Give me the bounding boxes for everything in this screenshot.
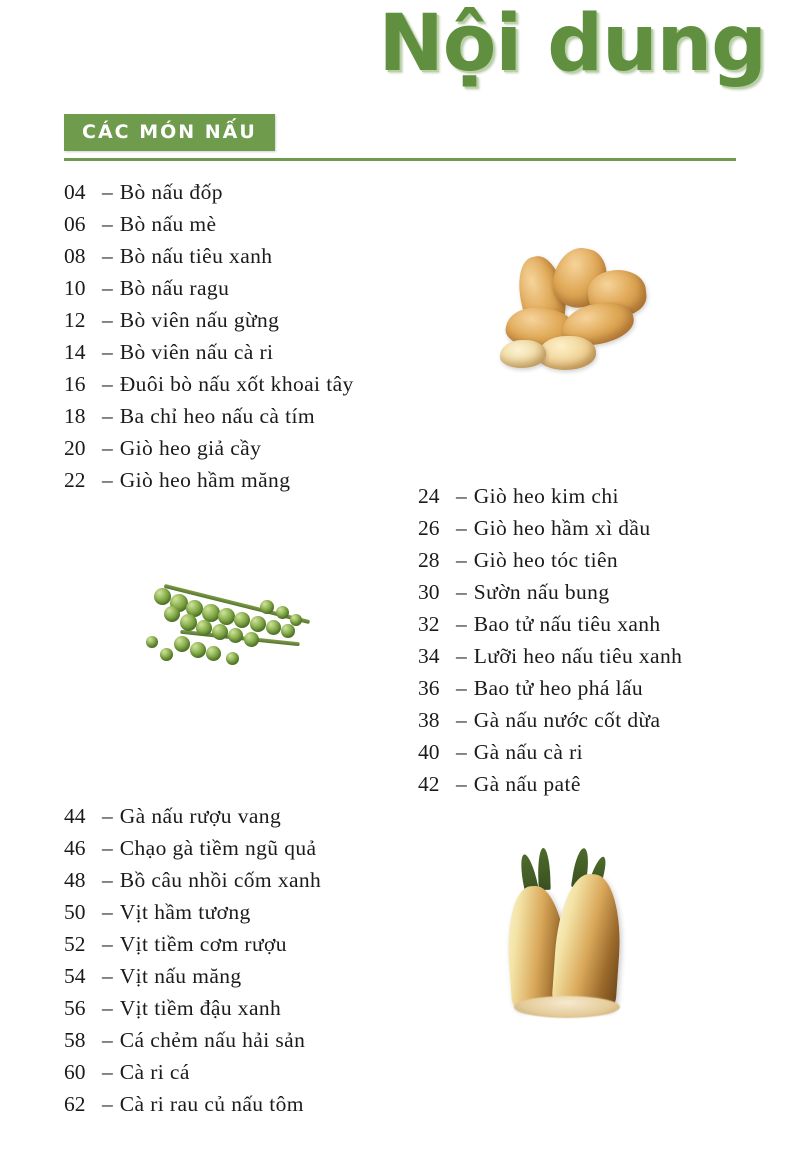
entry-title: Bao tử heo phá lấu xyxy=(473,676,644,700)
list-item[interactable] xyxy=(418,736,778,768)
entry-title: Bò nấu mè xyxy=(119,212,217,236)
entry-page-number: 28 xyxy=(418,548,440,572)
entry-title: Bò nấu ragu xyxy=(119,276,230,300)
list-item[interactable] xyxy=(418,640,778,672)
entry-page-number: 56 xyxy=(64,996,86,1020)
entry-page-number: 62 xyxy=(64,1092,86,1116)
entry-dash: – xyxy=(456,708,467,732)
entry-page-number: 40 xyxy=(418,740,440,764)
page-title: Nội dung xyxy=(378,0,766,89)
entry-page-number: 26 xyxy=(418,516,440,540)
entry-title: Lưỡi heo nấu tiêu xanh xyxy=(473,644,683,668)
entry-title: Giò heo hầm xì dầu xyxy=(473,516,651,540)
list-item[interactable] xyxy=(418,704,778,736)
list-item[interactable] xyxy=(64,176,484,208)
list-item[interactable] xyxy=(64,304,484,336)
section-heading-label: CÁC MÓN NẤU xyxy=(82,121,257,143)
entry-title: Bao tử nấu tiêu xanh xyxy=(473,612,661,636)
list-item[interactable] xyxy=(64,800,484,832)
bamboo-shoot-photo xyxy=(498,848,658,1028)
entry-page-number: 46 xyxy=(64,836,86,860)
entry-title: Giò heo kim chi xyxy=(473,484,619,508)
entry-page-number: 52 xyxy=(64,932,86,956)
list-item[interactable] xyxy=(64,960,484,992)
list-item[interactable] xyxy=(64,992,484,1024)
entry-dash: – xyxy=(102,1092,113,1116)
entry-dash: – xyxy=(102,180,113,204)
entry-title: Cá chẻm nấu hải sản xyxy=(119,1028,306,1052)
entry-title: Cà ri rau củ nấu tôm xyxy=(119,1092,304,1116)
entry-dash: – xyxy=(102,996,113,1020)
entry-dash: – xyxy=(102,932,113,956)
list-item[interactable] xyxy=(64,240,484,272)
entry-page-number: 60 xyxy=(64,1060,86,1084)
entry-page-number: 32 xyxy=(418,612,440,636)
entry-page-number: 10 xyxy=(64,276,86,300)
entry-dash: – xyxy=(102,1028,113,1052)
entry-dash: – xyxy=(456,516,467,540)
entry-page-number: 22 xyxy=(64,468,86,492)
entry-page-number: 16 xyxy=(64,372,86,396)
entry-page-number: 06 xyxy=(64,212,86,236)
entry-dash: – xyxy=(456,644,467,668)
entry-title: Ba chỉ heo nấu cà tím xyxy=(119,404,316,428)
entry-page-number: 44 xyxy=(64,804,86,828)
entry-title: Giò heo hầm măng xyxy=(119,468,291,492)
list-item[interactable] xyxy=(64,896,484,928)
list-item[interactable] xyxy=(418,576,778,608)
list-item[interactable] xyxy=(64,400,484,432)
entry-page-number: 54 xyxy=(64,964,86,988)
entry-page-number: 48 xyxy=(64,868,86,892)
entry-title: Bồ câu nhồi cốm xanh xyxy=(119,868,322,892)
entry-title: Đuôi bò nấu xốt khoai tây xyxy=(119,372,354,396)
entry-dash: – xyxy=(102,212,113,236)
entry-title: Vịt tiềm đậu xanh xyxy=(119,996,282,1020)
toc-list-second xyxy=(418,480,778,800)
entry-dash: – xyxy=(102,404,113,428)
entry-page-number: 08 xyxy=(64,244,86,268)
list-item[interactable] xyxy=(64,928,484,960)
section-divider xyxy=(64,158,736,161)
entry-dash: – xyxy=(456,580,467,604)
entry-dash: – xyxy=(102,868,113,892)
entry-dash: – xyxy=(102,900,113,924)
entry-page-number: 14 xyxy=(64,340,86,364)
entry-title: Gà nấu rượu vang xyxy=(119,804,282,828)
list-item[interactable] xyxy=(64,208,484,240)
toc-list-third xyxy=(64,800,484,1120)
entry-title: Bò nấu đốp xyxy=(119,180,223,204)
entry-dash: – xyxy=(102,1060,113,1084)
list-item[interactable] xyxy=(418,480,778,512)
entry-title: Vịt nấu măng xyxy=(119,964,242,988)
entry-dash: – xyxy=(456,676,467,700)
entry-page-number: 34 xyxy=(418,644,440,668)
entry-dash: – xyxy=(102,308,113,332)
list-item[interactable] xyxy=(64,1024,484,1056)
entry-title: Gà nấu nước cốt dừa xyxy=(473,708,661,732)
list-item[interactable] xyxy=(64,1088,484,1120)
entry-dash: – xyxy=(102,276,113,300)
entry-page-number: 58 xyxy=(64,1028,86,1052)
entry-title: Giò heo giả cầy xyxy=(119,436,262,460)
entry-dash: – xyxy=(456,484,467,508)
entry-dash: – xyxy=(102,340,113,364)
entry-dash: – xyxy=(102,244,113,268)
entry-dash: – xyxy=(102,964,113,988)
list-item[interactable] xyxy=(64,1056,484,1088)
entry-title: Vịt hầm tương xyxy=(119,900,251,924)
entry-title: Sườn nấu bung xyxy=(473,580,610,604)
entry-dash: – xyxy=(102,804,113,828)
entry-dash: – xyxy=(456,740,467,764)
entry-title: Cà ri cá xyxy=(119,1060,190,1084)
entry-page-number: 30 xyxy=(418,580,440,604)
entry-title: Giò heo tóc tiên xyxy=(473,548,619,572)
entry-page-number: 36 xyxy=(418,676,440,700)
entry-title: Bò viên nấu gừng xyxy=(119,308,280,332)
list-item[interactable] xyxy=(418,544,778,576)
toc-list-first xyxy=(64,176,484,496)
entry-dash: – xyxy=(102,468,113,492)
list-item[interactable] xyxy=(64,272,484,304)
ginger-root-photo xyxy=(492,248,672,388)
entry-page-number: 18 xyxy=(64,404,86,428)
page-title-wrapper xyxy=(378,0,766,89)
entry-title: Vịt tiềm cơm rượu xyxy=(119,932,287,956)
section-heading-band xyxy=(64,114,275,151)
list-item[interactable] xyxy=(64,864,484,896)
entry-page-number: 04 xyxy=(64,180,86,204)
list-item[interactable] xyxy=(64,368,484,400)
entry-dash: – xyxy=(456,772,467,796)
entry-dash: – xyxy=(102,836,113,860)
list-item[interactable] xyxy=(418,672,778,704)
entry-title: Gà nấu cà ri xyxy=(473,740,584,764)
entry-dash: – xyxy=(456,612,467,636)
list-item[interactable] xyxy=(418,512,778,544)
list-item[interactable] xyxy=(64,336,484,368)
green-peppercorn-photo xyxy=(140,548,340,688)
list-item[interactable] xyxy=(64,832,484,864)
entry-page-number: 38 xyxy=(418,708,440,732)
entry-page-number: 24 xyxy=(418,484,440,508)
entry-page-number: 20 xyxy=(64,436,86,460)
entry-dash: – xyxy=(456,548,467,572)
entry-page-number: 42 xyxy=(418,772,440,796)
entry-title: Gà nấu patê xyxy=(473,772,581,796)
entry-page-number: 50 xyxy=(64,900,86,924)
entry-page-number: 12 xyxy=(64,308,86,332)
entry-title: Bò nấu tiêu xanh xyxy=(119,244,273,268)
entry-title: Bò viên nấu cà ri xyxy=(119,340,274,364)
entry-title: Chạo gà tiềm ngũ quả xyxy=(119,836,317,860)
list-item[interactable] xyxy=(418,608,778,640)
list-item[interactable] xyxy=(64,432,484,464)
list-item[interactable] xyxy=(418,768,778,800)
entry-dash: – xyxy=(102,436,113,460)
entry-dash: – xyxy=(102,372,113,396)
